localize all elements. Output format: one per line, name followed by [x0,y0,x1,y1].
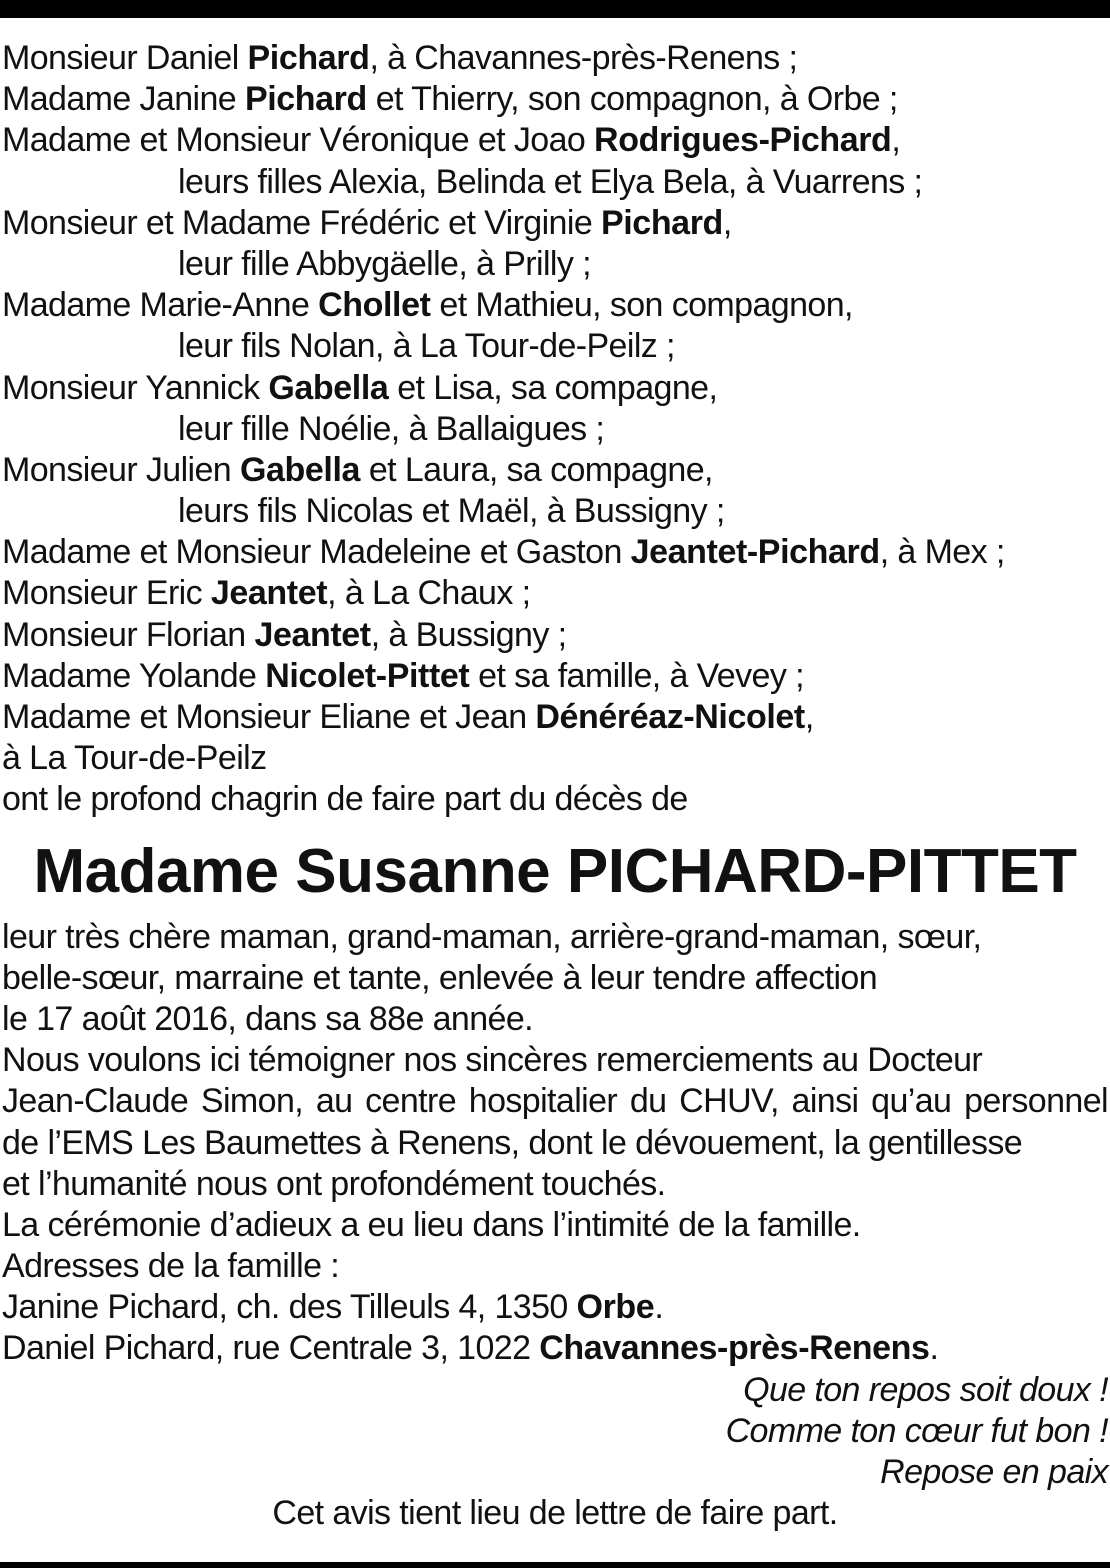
body-line [2,999,1108,1040]
surname: Pichard [244,80,367,119]
body-line [2,1328,1108,1369]
text-segment: leur fille Noélie, à Ballaigues ; [178,409,605,448]
family-line [2,38,1108,79]
family-line [2,532,1108,573]
surname: Chavannes-près-Renens [539,1329,930,1368]
text-segment: Madame Yolande [2,656,266,695]
text-segment: Madame et Monsieur Eliane et Jean [2,698,536,736]
text-segment: et Mathieu, son compagnon, [430,286,853,325]
text-segment: de l’EMS Les Baumettes à Renens, dont le dévouement, la gentillesse [2,1123,1023,1162]
text-segment: Madame Marie-Anne [2,286,319,325]
text-segment: leurs filles Alexia, Belinda et Elya Bela, à Vuarrens ; [178,162,923,201]
bottom-rule [0,1562,1110,1568]
family-line [2,450,1108,491]
text-segment: belle-sœur, marraine et tante, enlevée à leur tendre affection [2,958,878,997]
body-line [2,1205,1108,1246]
text-segment: Madame et Monsieur Véronique et Joao [2,121,595,160]
text-segment: Jean-Claude Simon, au centre hospitalier du CHUV, ainsi qu’au personnel [2,1082,1108,1121]
body-line [2,1164,1108,1205]
text-segment: Monsieur Julien [2,450,240,489]
surname: Orbe [576,1288,655,1327]
top-rule [0,0,1110,18]
text-segment: . [929,1329,939,1368]
family-line [2,615,1108,656]
surname: Gabella [268,368,389,407]
closing-line: Que ton repos soit doux ! [743,1370,1108,1409]
text-segment: , à Mex ; [879,533,1005,572]
closing-line: Comme ton cœur fut bon ! [725,1411,1108,1450]
text-segment: Monsieur Yannick [2,368,269,407]
family-line [2,162,1108,203]
body-line [2,917,1108,958]
family-line [2,738,1108,779]
family-line [2,779,1108,820]
text-segment: leur très chère maman, grand-maman, arrière-grand-maman, sœur, [2,917,982,956]
text-segment: à La Tour-de-Peilz [2,739,267,778]
text-segment: , à Bussigny ; [370,615,567,654]
text-segment: leur fils Nolan, à La Tour-de-Peilz ; [178,327,675,366]
text-segment: et sa famille, à Vevey ; [469,656,804,695]
text-segment: et Thierry, son compagnon, à Orbe ; [366,80,898,119]
family-line [2,203,1108,244]
family-line [2,491,1108,532]
text-segment: . [654,1288,664,1327]
surname: Jeantet [210,574,328,613]
text-segment: , [891,121,901,160]
closing-line: Repose en paix [880,1453,1108,1491]
family-line [2,697,1108,738]
surname: Pichard [600,203,723,242]
body-line [2,1287,1108,1328]
surname: Rodrigues-Pichard [594,121,892,160]
text-segment: ont le profond chagrin de faire part du décès de [2,780,688,819]
text-segment: Madame et Monsieur Madeleine et Gaston [2,533,631,572]
text-segment: Madame Janine [2,80,245,119]
text-segment: Monsieur Florian [2,615,255,654]
text-segment: leur fille Abbygäelle, à Prilly ; [178,244,591,283]
text-segment: Nous voulons ici témoigner nos sincères remerciements au Docteur [2,1041,983,1080]
text-segment: , à Chavannes-près-Renens ; [369,39,798,77]
surname: Pichard [247,39,370,77]
body-line [2,1246,1108,1287]
surname: Chollet [318,286,431,325]
body-line [2,1040,1108,1081]
surname: Gabella [239,450,361,489]
notice-body [2,917,1108,1370]
text-segment: , à La Chaux ; [327,574,531,613]
surname: Jeantet-Pichard [630,533,880,572]
text-segment: Janine Pichard, ch. des Tilleuls 4, 1350 [2,1288,577,1327]
body-line [2,1081,1108,1122]
text-segment: , [804,698,814,736]
text-segment: le 17 août 2016, dans sa 88e année. [2,999,534,1038]
family-line [2,120,1108,161]
family-line [2,573,1108,614]
family-list [2,38,1108,821]
text-segment: Monsieur Daniel [2,39,248,77]
surname: Dénéréaz-Nicolet [535,698,805,736]
final-note: Cet avis tient lieu de lettre de faire part. [272,1494,838,1533]
text-segment: et Lisa, sa compagne, [388,368,718,407]
text-segment: Daniel Pichard, rue Centrale 3, 1022 [2,1329,540,1368]
body-line [2,958,1108,999]
surname: Nicolet-Pittet [265,656,470,695]
family-line [2,326,1108,367]
body-line [2,1123,1108,1164]
family-line [2,368,1108,409]
closing-verse [2,1370,1108,1494]
text-segment: Monsieur et Madame Frédéric et Virginie [2,203,601,242]
family-line [2,285,1108,326]
text-segment: et l’humanité nous ont profondément touchés. [2,1164,666,1203]
text-segment: , [722,203,732,242]
family-line [2,79,1108,120]
text-segment: leurs fils Nicolas et Maël, à Bussigny ; [178,492,725,531]
family-line [2,244,1108,285]
surname: Jeantet [254,615,371,654]
text-segment: Monsieur Eric [2,574,211,613]
family-line [2,409,1108,450]
family-line [2,656,1108,697]
deceased-name: Madame Susanne PICHARD-PITTET [33,836,1077,906]
text-segment: Adresses de la famille : [2,1247,340,1286]
text-segment: La cérémonie d’adieux a eu lieu dans l’intimité de la famille. [2,1205,861,1244]
text-segment: et Laura, sa compagne, [360,450,713,489]
obituary-notice [2,38,1108,1534]
